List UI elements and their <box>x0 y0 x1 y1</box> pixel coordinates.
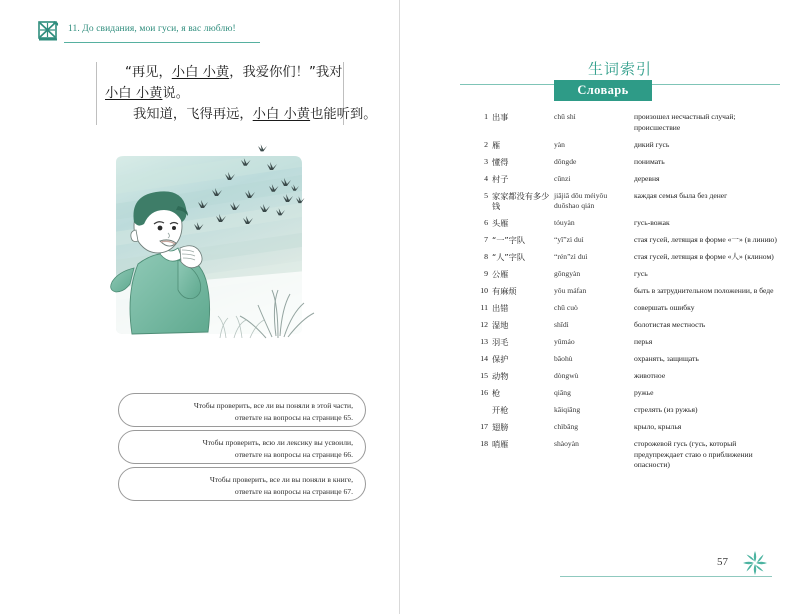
vocabulary-entry-row <box>472 371 782 382</box>
entry-translation: дикий гусь <box>634 139 670 149</box>
entry-hanzi: 村子 <box>492 173 509 184</box>
entry-pinyin: qiāng <box>554 388 571 397</box>
subentry-pinyin: kāiqiāng <box>554 405 581 414</box>
story-line-1-names: 小白 小黄 <box>171 65 230 80</box>
note-3-line-2: ответьте на вопросы на странице 67. <box>234 487 353 496</box>
vocabulary-entry-row <box>472 303 782 314</box>
entry-pinyin: yǒu máfan <box>554 286 587 295</box>
entry-pinyin: dòngwù <box>554 371 579 380</box>
vocabulary-entry-row <box>472 388 782 399</box>
entry-hanzi: 家家都没有多少钱 <box>492 190 550 211</box>
entry-pinyin: bǎohù <box>554 354 573 363</box>
note-2-line-2: ответьте на вопросы на странице 66. <box>234 450 353 459</box>
entry-hanzi: 头雁 <box>492 218 509 228</box>
entry-translation: понимать <box>634 156 665 166</box>
entry-pinyin: shīdì <box>554 320 569 329</box>
story-line-2 <box>105 83 335 104</box>
note-2-line-1: Чтобы проверить, всю ли лексику вы усвоили, <box>202 438 353 447</box>
vocabulary-entry-row <box>472 191 782 212</box>
entry-translation: сторожевой гусь (гусь, который предупреждает стаю о приближении опасности) <box>634 439 753 469</box>
entry-hanzi: 哨雁 <box>492 439 509 449</box>
chapter-ornament-icon <box>38 20 62 42</box>
note-box-comprehension <box>118 393 366 427</box>
boy-waving-at-geese-illustration <box>108 140 360 365</box>
note-box-vocabulary <box>118 430 366 464</box>
entry-number: 4 <box>484 173 488 183</box>
entry-number: 3 <box>484 156 488 166</box>
page-footer <box>560 556 780 590</box>
entry-translation: гусь <box>634 269 648 278</box>
entry-number: 18 <box>480 439 488 448</box>
vocabulary-entry-row <box>472 174 782 185</box>
page-number: 57 <box>717 556 728 568</box>
note-1-line-2: ответьте на вопросы на странице 65. <box>234 413 353 422</box>
entry-pinyin: chìbǎng <box>554 422 579 431</box>
entry-translation: совершать ошибку <box>634 303 695 312</box>
footer-rule <box>560 576 772 577</box>
vocabulary-entry-row <box>472 337 782 348</box>
story-line-3-pre: 我知道，飞得再远， <box>133 107 253 122</box>
entry-hanzi: 保护 <box>492 354 509 364</box>
vocabulary-entry-row <box>472 286 782 297</box>
chapter-underline-rule <box>64 42 260 43</box>
note-1-line-1: Чтобы проверить, все ли вы поняли в этой части, <box>193 401 353 410</box>
story-line-2-post: 说。 <box>162 86 190 101</box>
chapter-header <box>38 20 338 44</box>
note-box-book <box>118 467 366 501</box>
entry-number: 12 <box>480 320 488 329</box>
entry-pinyin: chū cuò <box>554 303 578 312</box>
entry-pinyin: tóuyàn <box>554 218 575 227</box>
entry-pinyin: chū shì <box>554 112 576 121</box>
entry-hanzi: 雁 <box>492 139 501 150</box>
story-line-2-names: 小白 小黄 <box>105 86 163 101</box>
entry-translation: быть в затруднительном положении, в беде <box>634 286 774 295</box>
story-line-1 <box>105 62 343 83</box>
entry-pinyin: “yī”zì duì <box>554 235 584 244</box>
vocabulary-badge-ru: Словарь <box>554 80 652 101</box>
vocabulary-subentry-row <box>472 405 782 416</box>
vocabulary-entry-row <box>472 320 782 331</box>
entry-number: 6 <box>484 218 488 227</box>
entry-number: 16 <box>480 388 488 397</box>
entry-hanzi: 出错 <box>492 303 509 313</box>
vocabulary-entry-row <box>472 218 782 229</box>
vocabulary-entry-row <box>472 269 782 280</box>
entry-number: 7 <box>484 235 488 244</box>
entry-number: 8 <box>484 252 488 261</box>
entry-number: 15 <box>480 371 488 380</box>
story-line-3-names: 小白 小黄 <box>252 107 311 122</box>
entry-pinyin: “rén”zì duì <box>554 252 588 261</box>
chapter-title: 11. До свидания, мои гуси, я вас люблю! <box>68 24 236 34</box>
story-line-3 <box>105 104 377 125</box>
entry-hanzi: 羽毛 <box>492 337 509 347</box>
vocabulary-header <box>460 58 780 108</box>
entry-translation: ружье <box>634 388 654 397</box>
entry-pinyin: dǒngde <box>554 156 577 166</box>
entry-hanzi: 懂得 <box>492 156 509 167</box>
entry-translation: гусь-вожак <box>634 218 670 227</box>
vocabulary-entry-row <box>472 112 782 133</box>
entry-hanzi: 公雁 <box>492 269 509 279</box>
vocabulary-entry-row <box>472 252 782 263</box>
left-page <box>0 0 399 614</box>
entry-number: 10 <box>480 286 488 295</box>
vocabulary-title-cn: 生词索引 <box>587 60 652 78</box>
six-point-star-icon <box>742 550 768 576</box>
story-text-block <box>96 62 377 125</box>
entry-number: 1 <box>484 112 488 121</box>
entry-translation: охранять, защищать <box>634 354 699 363</box>
entry-pinyin: shàoyàn <box>554 439 579 448</box>
story-line-1-post: ，我爱你们！”我对 <box>229 65 343 80</box>
entry-translation: животное <box>634 371 666 380</box>
vocabulary-entry-row <box>472 140 782 151</box>
entry-translation: произошел несчастный случай; происшествие <box>634 112 736 132</box>
entry-translation: перья <box>634 337 653 346</box>
story-line-1-pre: “再见， <box>125 65 172 80</box>
entry-number: 9 <box>484 269 488 278</box>
vocabulary-entry-row <box>472 439 782 471</box>
entry-number: 11 <box>480 303 488 312</box>
vocabulary-list <box>472 112 782 477</box>
subentry-hanzi: 开枪 <box>492 405 509 415</box>
entry-number: 5 <box>484 190 488 200</box>
entry-hanzi: 动物 <box>492 371 509 381</box>
entry-translation: стая гусей, летящая в форме «一» (в линию) <box>634 235 777 244</box>
vocabulary-entry-row <box>472 157 782 168</box>
entry-hanzi: 出事 <box>492 112 509 122</box>
vocabulary-entry-row <box>472 354 782 365</box>
vocabulary-entry-row <box>472 235 782 246</box>
entry-translation: каждая семья была без денег <box>634 190 728 200</box>
entry-pinyin: yàn <box>554 139 565 149</box>
entry-hanzi: 翅膀 <box>492 422 509 432</box>
entry-number: 13 <box>480 337 488 346</box>
entry-number: 17 <box>480 422 488 431</box>
entry-number: 14 <box>480 354 488 363</box>
subentry-translation: стрелять (из ружья) <box>634 405 698 414</box>
entry-translation: крыло, крылья <box>634 422 682 431</box>
entry-pinyin: gōngyàn <box>554 269 581 278</box>
entry-hanzi: 有麻烦 <box>492 286 517 296</box>
vocabulary-entry-row <box>472 422 782 433</box>
entry-pinyin: jiājiā dōu méiyǒu duōshao qián <box>554 190 608 210</box>
entry-translation: болотистая местность <box>634 320 706 329</box>
note-3-line-1: Чтобы проверить, все ли вы поняли в книге, <box>209 475 353 484</box>
entry-hanzi: “人”字队 <box>492 252 526 262</box>
entry-hanzi: 枪 <box>492 388 501 398</box>
entry-translation: деревня <box>634 173 660 183</box>
entry-hanzi: 湿地 <box>492 320 509 330</box>
entry-number: 2 <box>484 139 488 149</box>
entry-translation: стая гусей, летящая в форме «人» (клином) <box>634 252 774 261</box>
entry-pinyin: yǔmáo <box>554 337 575 346</box>
story-line-3-post: 也能听到。 <box>310 107 377 122</box>
entry-pinyin: cūnzi <box>554 173 571 183</box>
entry-hanzi: “一”字队 <box>492 235 526 245</box>
